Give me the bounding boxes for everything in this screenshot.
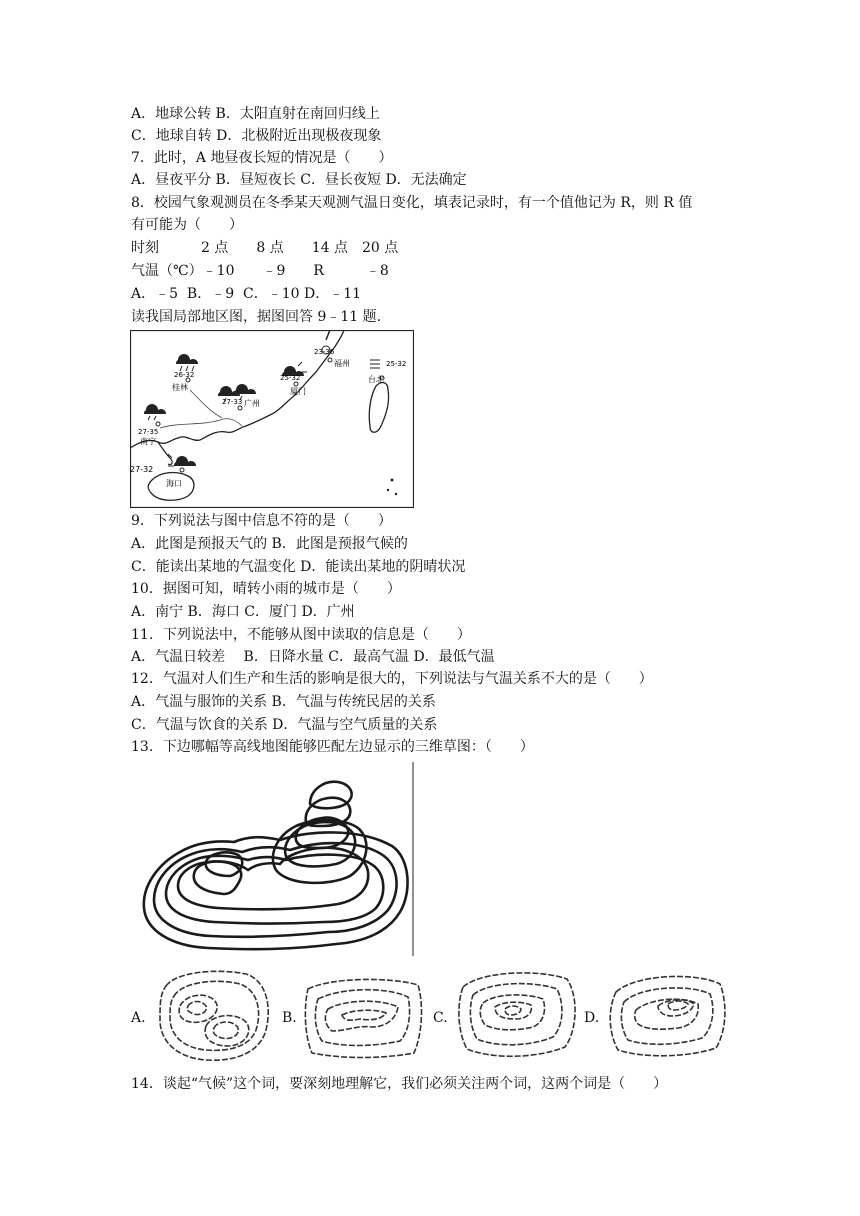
city-guangzhou: 广州 [244, 399, 260, 408]
text-line: A．气温与服饰的关系 B．气温与传统民居的关系 [131, 694, 436, 710]
temp-xiamen: 25-32 [280, 374, 301, 382]
question-13: 13．下边哪幅等高线地图能够匹配左边显示的三维草图：（ ） [131, 739, 534, 755]
question-10: 10．据图可知，晴转小雨的城市是（ ） [131, 581, 401, 597]
question-7: 7．此时，A 地昼夜长短的情况是（ ） [131, 150, 393, 166]
temp-guilin: 26-32 [174, 371, 195, 379]
city-nanning: 南宁 [140, 437, 156, 446]
table-row-time: 时刻 2 点 8 点 14 点 20 点 [131, 240, 399, 256]
city-fuzhou: 福州 [334, 359, 350, 368]
weather-map [130, 330, 414, 508]
temp-taibei: 25-32 [386, 360, 407, 368]
city-taibei: 台北 [368, 375, 384, 384]
contour-map-c[interactable] [455, 967, 579, 1061]
question-8: 8．校园气象观测员在冬季某天观测气温日变化，填表记录时，有一个值他记为 R，则 R 值 [131, 195, 693, 211]
text-line: A．﹣5 B．﹣9 C．﹣10 D．﹣11 [131, 286, 362, 302]
table-row-temp: 气温（℃）﹣10 ﹣9 R ﹣8 [131, 263, 389, 279]
text-line: C．能读出某地的气温变化 D．能读出某地的阴晴状况 [131, 559, 466, 575]
text-line: A．气温日较差 B．日降水量 C．最高气温 D．最低气温 [131, 649, 495, 665]
text-line: A．地球公转 B．太阳直射在南回归线上 [131, 106, 380, 122]
option-d-label[interactable]: D. [584, 1010, 600, 1026]
text-line: A．昼夜平分 B．昼短夜长 C．昼长夜短 D．无法确定 [131, 172, 467, 188]
temp-fuzhou: 23-36 [314, 348, 335, 356]
city-haikou: 海口 [166, 479, 182, 488]
option-b-label[interactable]: B. [282, 1010, 297, 1026]
terrain-3d-sketch [130, 760, 415, 956]
text-line: A．南宁 B．海口 C．厦门 D．广州 [131, 604, 355, 620]
text-line: 有可能为（ ） [131, 217, 243, 233]
option-c-label[interactable]: C. [433, 1010, 448, 1026]
city-xiamen: 厦门 [290, 387, 306, 396]
text-line: C．地球自转 D．北极附近出现极夜现象 [131, 128, 382, 144]
temp-nanning: 27-35 [138, 428, 159, 436]
question-12: 12．气温对人们生产和生活的影响是很大的，下列说法与气温关系不大的是（ ） [131, 671, 653, 687]
city-guilin: 桂林 [172, 383, 188, 392]
text-line: A．此图是预报天气的 B．此图是预报气候的 [131, 536, 408, 552]
option-a-label[interactable]: A. [131, 1010, 146, 1026]
contour-map-a[interactable] [156, 966, 274, 1064]
text-line: C．气温与饮食的关系 D．气温与空气质量的关系 [131, 717, 438, 733]
contour-map-b[interactable] [302, 975, 426, 1061]
temp-haikou: 27-32 [130, 465, 154, 474]
text-line: 读我国局部地区图，据图回答 9﹣11 题. [131, 309, 382, 325]
question-9: 9．下列说法与图中信息不符的是（ ） [131, 513, 392, 529]
question-11: 11．下列说法中，不能够从图中读取的信息是（ ） [131, 627, 471, 643]
contour-map-d[interactable] [606, 970, 728, 1060]
question-14: 14．谈起“气候”这个词，要深刻地理解它，我们必须关注两个词，这两个词是（ ） [131, 1076, 668, 1092]
temp-guangzhou: 27-33 [222, 398, 243, 406]
